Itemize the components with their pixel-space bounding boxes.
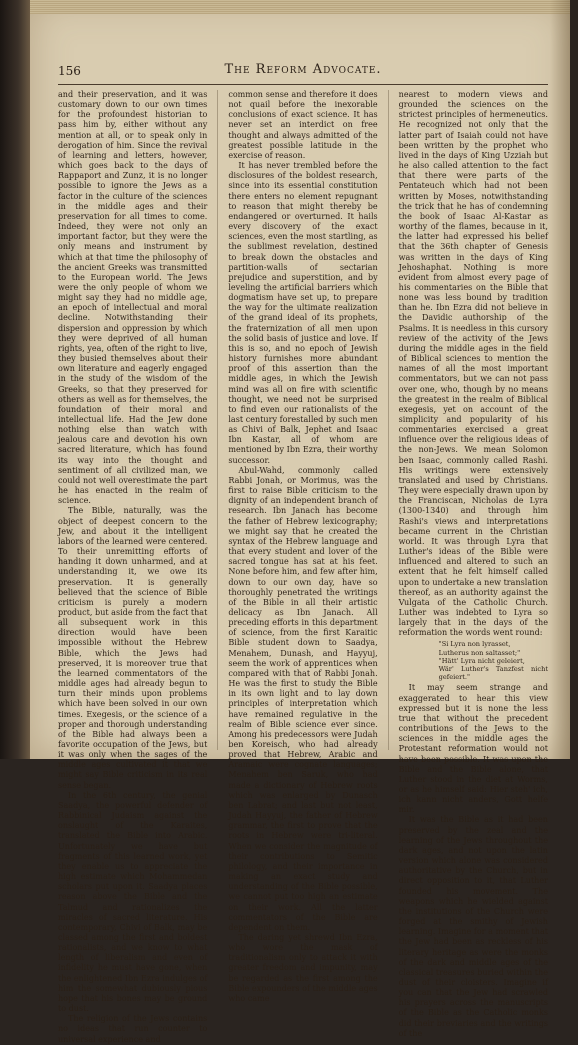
paragraph: The Bible, naturally, was the object of deepest concern to the Jew, and about it the intelligent labors of the learned were centered. To their unremitting efforts of handing it down unharmed, and at understanding it, we owe its preservation. It is generally believed that the science of Bible criticism is purely a modern product, but aside from the fact that all subsequent work in this direction would have been impossible without the Hebrew Bible, which the Jews had preserved, it is moreover true that the learned commentators of the middle ages had already begun to turn their minds upon problems which have been solved in our own times. Exegesis, or the science of a proper and thorough understanding of the Bible had always been a favorite occupation of the Jews, but it was only when the sages of the middle ages cultivated it that we might say Bible criticism in its real sense began. <box>58 506 208 790</box>
paragraph: In the 6th century, the genial Saadya, the powerful defender of Rabbinical Judaism against the onslaught of the Karaites, translated the Bible into Arabic. Unfortunately we have but fragments of this learned work, yet they enable us to appreciate the high estimate which Mohammedan scholars put upon it. Saadya places reason above the Bible and the Talmud and rationalizes the miracles of sacred literature. His contemporary, Chivi of Balk, may be classed among the first and boldest rationalists, and we know to what length of liberalism and even of infidelity he must have gone, when the enlightened Ibn Ezra indulges of him the somewhat dubiously pious hope that his bones may be ground to dust. <box>58 790 208 1014</box>
column-divider <box>388 90 389 750</box>
column-2 <box>228 90 378 1003</box>
quote-line: "Si Lyra non lyrasset, <box>438 640 511 649</box>
page-stain <box>550 0 570 759</box>
paragraph: It may seem strange and exaggerated to hear this view expressed but it is none the less true that without the precedent contributions of the Jews to the sciences in the middle ages the Protestant reformation would not have been possible. It was upon the Bible and the Bible alone, that Luther stood in the diet at Worms, or as he himself said: Hier steh' ich, ich kann nicht anders, Gott helfe mir. <box>398 683 548 815</box>
quote-line: Lutherus non saltasset;" <box>438 648 521 657</box>
book-spine <box>0 0 30 759</box>
quote-line: "Hätt' Lyra nicht geleiert, <box>438 656 525 665</box>
paragraph: The religion of the Jews contains no ideas that run counter to universal experience and <box>58 1014 208 1044</box>
quote-line: Wär' Luther's Tanzfest nicht gefeiert." <box>438 665 548 682</box>
page-number: 156 <box>58 64 81 78</box>
column-1 <box>58 90 208 1044</box>
header-rule <box>58 84 548 85</box>
paragraph: It has never trembled before the disclosures of the boldest research, since into its essential constitution there enters no element repugnant to reason that might thereby be endangered or overturned. It hails every discovery of the exact sciences, even the most startling, as the sublimest revelation, destined to break down the obstacles and partition-walls of sectarian prejudice and superstition, and by leveling the artificial barriers which dogmatism have set up, to prepare the way for the ultimate realization of the grand ideal of its prophets, the fraternization of all men upon the solid basis of justice and love. If this is so, and no epoch of Jewish history furnishes more abundant proof of this assertion than the middle ages, in which the Jewish mind was all on fire with scientific thought, we need not be surprised to find even our rationalists of the last century forestalled by such men as Chivi of Balk, Jephet and Isaac Ibn Kastar, all of whom are mentioned by Ibn Ezra, their worthy successor. <box>228 161 378 465</box>
paragraph: It was the Bible as it had been preserved by the zeal and the learning of the Jews throughout the dark ages, and not upon the latin version which alone was considered authoritative by the Church, but in direct opposition to it, that Luther founded his movement. The weapons which he wielded against the institutions of the Church were forged at the smithy of Jewish learning. Imagine for a moment that the Jew had been as reckless of his literary heritage as were the monks of the dark and middle ages of the classical treasures buried within the dust of their cloisters. Imagine if you can that the Jew had scrawled his prayers across the manuscripts of the Bible as the Catholic monks did their breviaries and the writings of the <box>398 815 548 1038</box>
paragraph: and their preservation, and it was customary down to our own times for the profoundest historian to pass him by, either without any mention at all, or to speak only in derogation of him. Since the revival of learning and letters, however, which goes back to the days of Rappaport and Zunz, it is no longer possible to ignore the Jews as a factor in the culture of the sciences in the middle ages and their preservation for all times to come. Indeed, they were not only an important factor, but they were the only means and instrument by which at that time the philosophy of the ancient Greeks was transmitted to the European world. The Jews were the only people of whom we might say they had no middle age, an epoch of intellectual and moral decline. Notwithstanding their dispersion and oppression by which they were deprived of all human rights, yea, often of the right to live, they busied themselves about their own literature and eagerly engaged in the study of the wisdom of the Greeks, so that they preserved for others as well as for themselves, the foundation of their moral and intellectual life. Had the Jew done nothing else than watch with jealous care and devotion his own sacred literature, which has found its way into the thought and sentiment of all civilized man, we could not well overestimate the part he has enacted in the realm of science. <box>58 90 208 506</box>
column-divider <box>217 90 218 750</box>
running-title: The Reform Advocate. <box>224 62 382 77</box>
paragraph: common sense and therefore it does not quail before the inexorable conclusions of exact science. It has never set an interdict on free thought and always admitted of the greatest possible latitude in the exercise of reason. <box>228 90 378 160</box>
page-header <box>58 60 548 82</box>
paragraph: The daring yet shrewd Ibn Ezra, who wore the mask of traditionalism only to attack it with greater freedom and impunity, may be regarded as the first among the Bible expounders of the middle ages who came <box>228 932 378 1003</box>
paragraph: Abul-Wahd, commonly called Rabbi Jonah, or Morimus, was the first to raise Bible criticism to the dignity of an independent branch of research. Ibn Janach has become the father of Hebrew lexicography; we might say that he created the syntax of the Hebrew language and that every student and lover of the sacred tongue has sat at his feet. None before him, and few after him, down to our own day, have so thoroughly penetrated the writings of the Bible in all their artistic delicacy as Ibn Janach. All preceding efforts in this department of science, from the first Karaitic Bible student down to Saadya, Menahem, Dunash, and Hayyuj, seem the work of apprentices when compared with that of Rabbi Jonah. He was the first to study the Bible in its own light and to lay down principles of interpretation which have remained regulative in the realm of Bible science ever since. Among his predecessors were Judah ben Koreisch, who had already proved that Hebrew, Arabic and Aramaic were cognate languages; Menahem ben Saruk, who had made a dictionary of Hebrew roots which was enlarged by Dunasch ben Labrat; and last but not least, Judah Hayyuj, the father of Hebrew grammar, the first to prove that the roots in Hebrew were tri-literal. When we consider the magnitude of their contributions to Semitic philology, and their importance in making an exact study and understanding of the Bible possible, we cannot put too high an estimate on their work. All the latter commentators of the Bible are dependent on them. <box>228 465 378 932</box>
page-content <box>30 0 570 1044</box>
verse-quote <box>439 640 548 681</box>
paragraph: nearest to modern views and grounded the sciences on the strictest principles of hermeneutics. He recognized not only that the latter part of Isaiah could not have been written by the prophet who lived in the days of King Uzziah but he also called attention to the fact that there were parts of the Pentateuch which had not been written by Moses, notwithstanding the trick that he has of condemning the book of Isaac Al-Kastar as worthy of the flames, because in it, the latter had expressed his belief that the 36th chapter of Genesis was written in the days of King Jehoshaphat. Nothing is more evident from almost every page of his commentaries on the Bible that none was less bound by tradition than he. Ibn Ezra did not believe in the Davidic authorship of the Psalms. It is needless in this cursory review of the activity of the Jews during the middle ages in the field of Biblical sciences to mention the names of all the most important commentators, but we can not pass over one, who, though by no means the greatest in the realm of Biblical exegesis, yet on account of the simplicity and popularity of his commentaries exercised a great influence over the religious ideas of the non-Jews. We mean Solomon ben Isaac, commonly called Rashi. His writings were extensively translated and used by Christians. They were especially drawn upon by the Franciscan, Nicholas de Lyra (1300-1340) and through him Rashi's views and interpretations became current in the Christian world. It was through Lyra that Luther's ideas of the Bible were influenced and altered to such an extent that he felt himself called upon to undertake a new translation thereof, as an authority against the Vulgata of the Catholic Church. Luther was indebted to Lyra so largely that in the days of the reformation the words went round: <box>398 90 548 638</box>
column-3 <box>398 90 548 1038</box>
text-columns <box>58 90 548 1044</box>
